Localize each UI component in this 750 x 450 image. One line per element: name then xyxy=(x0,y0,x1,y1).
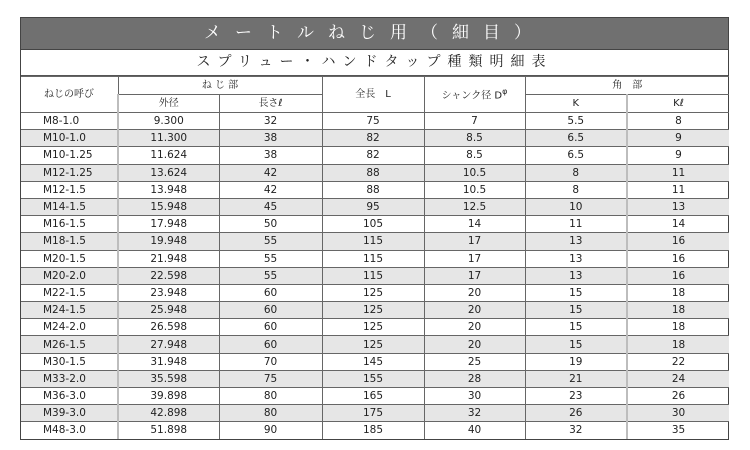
table-row xyxy=(21,198,729,215)
cell-kl: 18 xyxy=(627,284,729,301)
cell-call: M14-1.5 xyxy=(21,198,118,215)
cell-shank: 25 xyxy=(424,353,525,370)
table-row xyxy=(21,233,729,250)
cell-call: M48-3.0 xyxy=(21,422,118,439)
header-outer-dia: 外径 xyxy=(118,95,219,113)
cell-call: M10-1.25 xyxy=(21,147,118,164)
spec-table xyxy=(21,76,729,439)
cell-outer-dia: 27.948 xyxy=(118,336,219,353)
cell-kl: 11 xyxy=(627,181,729,198)
cell-kl: 18 xyxy=(627,319,729,336)
cell-kl: 14 xyxy=(627,216,729,233)
cell-k: 6.5 xyxy=(525,130,627,147)
cell-k: 15 xyxy=(525,336,627,353)
cell-length-l: 38 xyxy=(219,130,322,147)
cell-kl: 22 xyxy=(627,353,729,370)
cell-outer-dia: 35.598 xyxy=(118,370,219,387)
table-row xyxy=(21,284,729,301)
cell-outer-dia: 51.898 xyxy=(118,422,219,439)
header-kl: Kℓ xyxy=(627,95,729,113)
cell-total-length: 175 xyxy=(322,405,424,422)
cell-kl: 8 xyxy=(627,113,729,130)
table-row xyxy=(21,370,729,387)
cell-kl: 30 xyxy=(627,405,729,422)
cell-shank: 10.5 xyxy=(424,181,525,198)
cell-shank: 17 xyxy=(424,250,525,267)
header-length-l: 長さℓ xyxy=(219,95,322,113)
cell-kl: 16 xyxy=(627,233,729,250)
cell-length-l: 50 xyxy=(219,216,322,233)
cell-shank: 20 xyxy=(424,284,525,301)
cell-total-length: 88 xyxy=(322,164,424,181)
cell-length-l: 75 xyxy=(219,370,322,387)
cell-kl: 35 xyxy=(627,422,729,439)
cell-kl: 9 xyxy=(627,130,729,147)
cell-outer-dia: 21.948 xyxy=(118,250,219,267)
cell-shank: 32 xyxy=(424,405,525,422)
cell-call: M10-1.0 xyxy=(21,130,118,147)
cell-kl: 18 xyxy=(627,302,729,319)
cell-call: M39-3.0 xyxy=(21,405,118,422)
header-shank-sup: φ xyxy=(502,87,508,97)
table-row xyxy=(21,319,729,336)
cell-total-length: 105 xyxy=(322,216,424,233)
cell-call: M30-1.5 xyxy=(21,353,118,370)
cell-length-l: 70 xyxy=(219,353,322,370)
cell-kl: 18 xyxy=(627,336,729,353)
cell-length-l: 80 xyxy=(219,388,322,405)
cell-k: 8 xyxy=(525,164,627,181)
cell-outer-dia: 17.948 xyxy=(118,216,219,233)
cell-total-length: 155 xyxy=(322,370,424,387)
header-shank xyxy=(424,77,525,113)
cell-outer-dia: 22.598 xyxy=(118,267,219,284)
cell-total-length: 125 xyxy=(322,284,424,301)
cell-shank: 20 xyxy=(424,302,525,319)
cell-k: 13 xyxy=(525,250,627,267)
cell-total-length: 82 xyxy=(322,147,424,164)
cell-total-length: 125 xyxy=(322,336,424,353)
header-thread-group: ね じ 部 xyxy=(118,77,322,95)
cell-outer-dia: 9.300 xyxy=(118,113,219,130)
cell-total-length: 145 xyxy=(322,353,424,370)
table-row xyxy=(21,216,729,233)
cell-kl: 16 xyxy=(627,250,729,267)
table-row xyxy=(21,147,729,164)
header-k: K xyxy=(525,95,627,113)
cell-kl: 13 xyxy=(627,198,729,215)
cell-total-length: 88 xyxy=(322,181,424,198)
table-row xyxy=(21,250,729,267)
cell-shank: 30 xyxy=(424,388,525,405)
header-shank-label: シャンク径 D xyxy=(441,90,503,102)
cell-k: 15 xyxy=(525,302,627,319)
cell-call: M22-1.5 xyxy=(21,284,118,301)
cell-kl: 9 xyxy=(627,147,729,164)
cell-length-l: 38 xyxy=(219,147,322,164)
header-call: ねじの呼び xyxy=(21,77,118,113)
cell-call: M16-1.5 xyxy=(21,216,118,233)
cell-k: 32 xyxy=(525,422,627,439)
cell-total-length: 115 xyxy=(322,250,424,267)
table-subtitle: スプリュー・ハンドタップ種類明細表 xyxy=(21,50,728,76)
cell-k: 15 xyxy=(525,319,627,336)
header-square-group: 角 部 xyxy=(525,77,729,95)
table-row xyxy=(21,113,729,130)
cell-outer-dia: 31.948 xyxy=(118,353,219,370)
table-row xyxy=(21,422,729,439)
cell-k: 23 xyxy=(525,388,627,405)
cell-kl: 16 xyxy=(627,267,729,284)
table-row xyxy=(21,164,729,181)
cell-kl: 24 xyxy=(627,370,729,387)
cell-shank: 8.5 xyxy=(424,130,525,147)
table-row xyxy=(21,130,729,147)
cell-k: 15 xyxy=(525,284,627,301)
cell-length-l: 45 xyxy=(219,198,322,215)
cell-k: 26 xyxy=(525,405,627,422)
cell-call: M24-2.0 xyxy=(21,319,118,336)
cell-total-length: 75 xyxy=(322,113,424,130)
header-total-length: 全長 L xyxy=(322,77,424,113)
cell-shank: 17 xyxy=(424,233,525,250)
cell-outer-dia: 23.948 xyxy=(118,284,219,301)
cell-shank: 14 xyxy=(424,216,525,233)
cell-call: M20-2.0 xyxy=(21,267,118,284)
cell-k: 11 xyxy=(525,216,627,233)
cell-call: M36-3.0 xyxy=(21,388,118,405)
cell-shank: 20 xyxy=(424,319,525,336)
cell-total-length: 125 xyxy=(322,319,424,336)
cell-length-l: 42 xyxy=(219,181,322,198)
cell-total-length: 115 xyxy=(322,267,424,284)
cell-call: M12-1.25 xyxy=(21,164,118,181)
tap-spec-table-container xyxy=(20,17,729,440)
cell-total-length: 185 xyxy=(322,422,424,439)
cell-shank: 10.5 xyxy=(424,164,525,181)
cell-length-l: 60 xyxy=(219,336,322,353)
cell-k: 21 xyxy=(525,370,627,387)
cell-call: M33-2.0 xyxy=(21,370,118,387)
cell-k: 6.5 xyxy=(525,147,627,164)
cell-length-l: 55 xyxy=(219,250,322,267)
table-body xyxy=(21,113,729,439)
cell-length-l: 32 xyxy=(219,113,322,130)
cell-total-length: 115 xyxy=(322,233,424,250)
table-title: メートルねじ用（細目） xyxy=(21,18,728,50)
cell-outer-dia: 39.898 xyxy=(118,388,219,405)
cell-call: M18-1.5 xyxy=(21,233,118,250)
cell-call: M20-1.5 xyxy=(21,250,118,267)
table-row xyxy=(21,405,729,422)
table-row xyxy=(21,181,729,198)
cell-shank: 20 xyxy=(424,336,525,353)
cell-k: 8 xyxy=(525,181,627,198)
cell-outer-dia: 13.948 xyxy=(118,181,219,198)
cell-shank: 12.5 xyxy=(424,198,525,215)
cell-k: 13 xyxy=(525,267,627,284)
cell-outer-dia: 11.624 xyxy=(118,147,219,164)
cell-k: 19 xyxy=(525,353,627,370)
cell-length-l: 55 xyxy=(219,233,322,250)
cell-outer-dia: 11.300 xyxy=(118,130,219,147)
cell-length-l: 60 xyxy=(219,319,322,336)
cell-length-l: 60 xyxy=(219,302,322,319)
cell-kl: 26 xyxy=(627,388,729,405)
cell-shank: 7 xyxy=(424,113,525,130)
cell-total-length: 125 xyxy=(322,302,424,319)
cell-call: M12-1.5 xyxy=(21,181,118,198)
cell-shank: 17 xyxy=(424,267,525,284)
cell-outer-dia: 26.598 xyxy=(118,319,219,336)
cell-outer-dia: 19.948 xyxy=(118,233,219,250)
cell-length-l: 80 xyxy=(219,405,322,422)
cell-outer-dia: 25.948 xyxy=(118,302,219,319)
cell-call: M8-1.0 xyxy=(21,113,118,130)
cell-total-length: 95 xyxy=(322,198,424,215)
cell-outer-dia: 15.948 xyxy=(118,198,219,215)
cell-k: 13 xyxy=(525,233,627,250)
cell-length-l: 55 xyxy=(219,267,322,284)
cell-length-l: 90 xyxy=(219,422,322,439)
cell-k: 5.5 xyxy=(525,113,627,130)
cell-shank: 8.5 xyxy=(424,147,525,164)
cell-k: 10 xyxy=(525,198,627,215)
cell-shank: 40 xyxy=(424,422,525,439)
cell-outer-dia: 42.898 xyxy=(118,405,219,422)
table-row xyxy=(21,336,729,353)
cell-call: M24-1.5 xyxy=(21,302,118,319)
cell-total-length: 82 xyxy=(322,130,424,147)
table-row xyxy=(21,388,729,405)
cell-length-l: 60 xyxy=(219,284,322,301)
cell-shank: 28 xyxy=(424,370,525,387)
table-row xyxy=(21,267,729,284)
table-row xyxy=(21,353,729,370)
cell-kl: 11 xyxy=(627,164,729,181)
cell-length-l: 42 xyxy=(219,164,322,181)
cell-outer-dia: 13.624 xyxy=(118,164,219,181)
cell-total-length: 165 xyxy=(322,388,424,405)
cell-call: M26-1.5 xyxy=(21,336,118,353)
table-row xyxy=(21,302,729,319)
